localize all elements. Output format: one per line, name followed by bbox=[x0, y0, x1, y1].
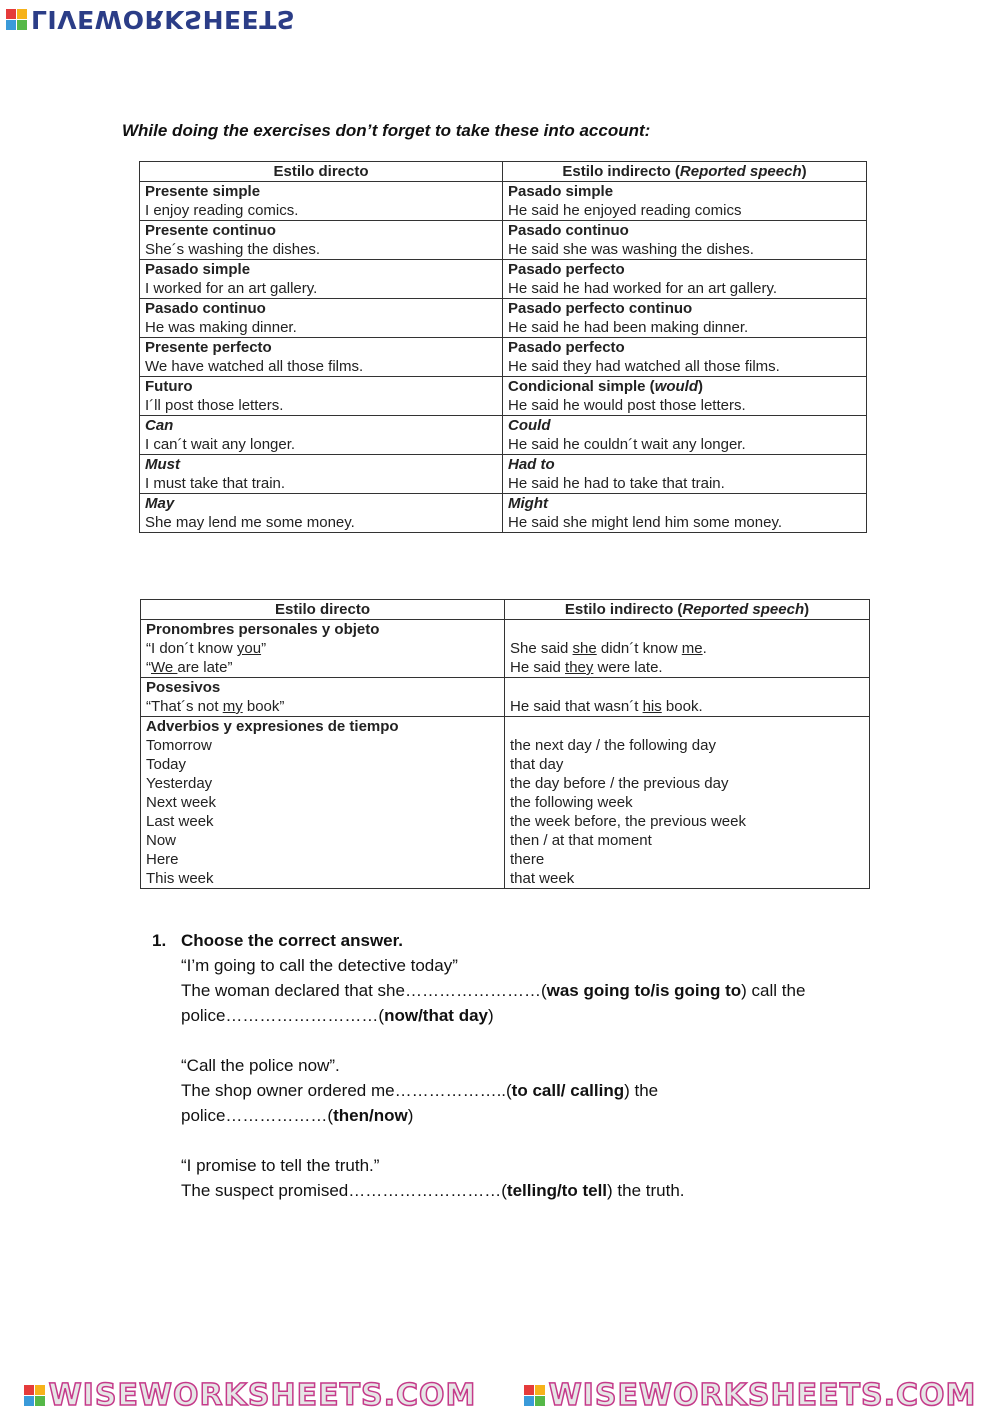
question-quote: “I’m going to call the detective today” bbox=[181, 956, 458, 975]
footer-logo bbox=[524, 1378, 977, 1413]
liveworksheets-logo bbox=[6, 4, 295, 34]
question-quote: “I promise to tell the truth.” bbox=[181, 1156, 380, 1175]
pronouns-adverbs-table bbox=[140, 599, 870, 889]
table-row: Pasado continuo He was making dinner. Pasado perfecto continuo He said he had been making dinner. bbox=[140, 299, 867, 338]
logo-blocks-icon bbox=[6, 9, 27, 30]
table-row: Can I can´t wait any longer. Could He said he couldn´t wait any longer. bbox=[140, 416, 867, 455]
question-line: The shop owner ordered me………………..(to call/ calling) the bbox=[181, 1081, 659, 1100]
header-indirect: Estilo indirecto (Reported speech) bbox=[505, 600, 870, 620]
header-indirect: Estilo indirecto (Reported speech) bbox=[503, 162, 867, 182]
logo-blocks-icon bbox=[24, 1385, 45, 1406]
logo-blocks-icon bbox=[524, 1385, 545, 1406]
question-line: police………………(then/now) bbox=[181, 1106, 414, 1125]
logo-text: LIVEWORKSHEETS bbox=[31, 4, 296, 34]
intro-text: While doing the exercises don’t forget to take these into account: bbox=[122, 121, 651, 140]
footer-watermark bbox=[0, 1376, 1000, 1414]
table-row: Posesivos “That´s not my book” He said that wasn´t his book. bbox=[141, 678, 870, 717]
table-row: Futuro I´ll post those letters. Condicional simple (would) He said he would post those letters. bbox=[140, 377, 867, 416]
exercise-1 bbox=[152, 928, 912, 1203]
table-row: Must I must take that train. Had to He said he had to take that train. bbox=[140, 455, 867, 494]
header-direct: Estilo directo bbox=[140, 162, 503, 182]
table-header-row bbox=[140, 162, 867, 182]
tenses-table bbox=[139, 161, 867, 533]
table-row: May She may lend me some money. Might He said she might lend him some money. bbox=[140, 494, 867, 533]
exercise-heading: Choose the correct answer. bbox=[181, 931, 404, 950]
header-direct: Estilo directo bbox=[141, 600, 505, 620]
question-line: The suspect promised………………………(telling/to tell) the truth. bbox=[181, 1181, 685, 1200]
table-row: Adverbios y expresiones de tiempo Tomorrow Today Yesterday Next week Last week Now Here This week the next day / the following day that day the day before / the previous day the following week the week before, the previous week then / at that moment there that week bbox=[141, 717, 870, 889]
question-line: police………………………(now/that day) bbox=[181, 1006, 494, 1025]
table-row: Presente continuo She´s washing the dishes. Pasado continuo He said she was washing the dishes. bbox=[140, 221, 867, 260]
footer-text: WISEWORKSHEETS.COM bbox=[48, 1377, 477, 1413]
footer-text: WISEWORKSHEETS.COM bbox=[548, 1377, 977, 1413]
table-row: Pronombres personales y objeto “I don´t know you” “We are late” She said she didn´t know me. He said they were late. bbox=[141, 620, 870, 678]
table-row: Presente perfecto We have watched all those films. Pasado perfecto He said they had watched all those films. bbox=[140, 338, 867, 377]
question-line: The woman declared that she……………………(was going to/is going to) call the bbox=[181, 981, 806, 1000]
table-header-row bbox=[141, 600, 870, 620]
exercise-number: 1. bbox=[152, 931, 167, 950]
table-row: Presente simple I enjoy reading comics. Pasado simple He said he enjoyed reading comics bbox=[140, 182, 867, 221]
question-quote: “Call the police now”. bbox=[181, 1056, 340, 1075]
footer-logo bbox=[24, 1378, 477, 1413]
table-row: Pasado simple I worked for an art gallery. Pasado perfecto He said he had worked for an art gallery. bbox=[140, 260, 867, 299]
